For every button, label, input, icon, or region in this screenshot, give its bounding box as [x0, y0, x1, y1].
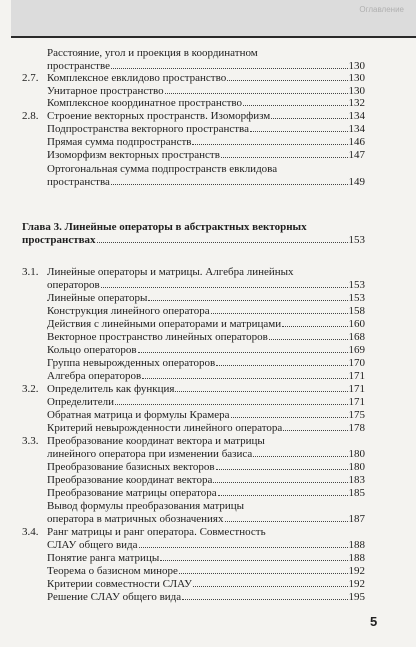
toc-entry[interactable] — [47, 331, 365, 343]
toc-entry-title: Конструкция линейного оператора — [47, 305, 210, 317]
leader-dots — [179, 573, 348, 574]
toc-chapter-entry[interactable] — [22, 234, 365, 246]
leader-dots — [115, 404, 348, 405]
toc-entry[interactable] — [47, 448, 365, 460]
section-number: 3.4. — [22, 526, 39, 538]
toc-page-number: 171 — [348, 383, 365, 395]
toc-entry-title: Линейные операторы — [47, 292, 148, 304]
toc-entry-title: Изоморфизм векторных пространств — [47, 149, 220, 161]
toc-entry-title: Вывод формулы преобразования матрицы — [47, 500, 245, 512]
toc-page-number: 132 — [348, 97, 365, 109]
leader-dots — [218, 495, 348, 496]
leader-dots — [160, 560, 347, 561]
toc-entry-title: Группа невырожденных операторов — [47, 357, 216, 369]
leader-dots — [101, 287, 348, 288]
toc-entry[interactable] — [47, 370, 365, 382]
toc-entry[interactable] — [47, 60, 365, 72]
toc-page-number: 185 — [348, 487, 365, 499]
toc-entry[interactable] — [47, 292, 365, 304]
leader-dots — [97, 242, 348, 243]
toc-entry[interactable] — [47, 176, 365, 188]
toc-page-number: 153 — [348, 292, 365, 304]
toc-entry[interactable] — [22, 383, 365, 395]
toc-entry-title: Определители — [47, 396, 114, 408]
toc-entry-title: Линейные операторы и матрицы. Алгебра линейных — [47, 266, 294, 278]
toc-entry[interactable] — [47, 279, 365, 291]
toc-entry-title: Обратная матрица и формулы Крамера — [47, 409, 230, 421]
toc-entry[interactable] — [47, 305, 365, 317]
toc-entry[interactable] — [47, 409, 365, 421]
leader-dots — [216, 469, 348, 470]
section-number: 3.3. — [22, 435, 39, 447]
toc-entry-title: Комплексное координатное пространство — [47, 97, 243, 109]
running-header — [11, 0, 416, 38]
toc-page-number: 178 — [348, 422, 365, 434]
toc-entry[interactable] — [47, 422, 365, 434]
chapter-title: пространствах — [22, 234, 96, 246]
toc-entry-title: Преобразование координат вектора — [47, 474, 213, 486]
section-number: 2.7. — [22, 72, 39, 84]
toc-entry[interactable] — [47, 123, 365, 135]
toc-page-number: 153 — [348, 279, 365, 291]
leader-dots — [111, 68, 348, 69]
toc-entry-title: Алгебра операторов — [47, 370, 142, 382]
toc-entry-title: оператора в матричных обозначениях — [47, 513, 224, 525]
toc-entry[interactable] — [47, 97, 365, 109]
leader-dots — [138, 352, 348, 353]
toc-page-number: 146 — [348, 136, 365, 148]
toc-page-number: 171 — [348, 396, 365, 408]
toc-entry[interactable] — [47, 396, 365, 408]
page-number: 5 — [370, 614, 378, 629]
toc-entry-title: Преобразование матрицы оператора — [47, 487, 217, 499]
toc-page-number: 158 — [348, 305, 365, 317]
leader-dots — [253, 456, 347, 457]
toc-entry-title: Подпространства векторного пространства — [47, 123, 249, 135]
leader-dots — [193, 586, 348, 587]
toc-page-number: 180 — [348, 448, 365, 460]
toc-entry[interactable] — [47, 149, 365, 161]
toc-page-number: 130 — [348, 85, 365, 97]
toc-entry[interactable] — [47, 85, 365, 97]
toc-entry[interactable] — [47, 136, 365, 148]
toc-entry[interactable] — [22, 110, 365, 122]
toc-entry-title: Действия с линейными операторами и матрицами — [47, 318, 282, 330]
toc-entry[interactable] — [47, 578, 365, 590]
toc-entry[interactable] — [47, 487, 365, 499]
leader-dots — [192, 144, 347, 145]
toc-page-number: 168 — [348, 331, 365, 343]
toc-page-number: 188 — [348, 552, 365, 564]
toc-entry-title: Понятие ранга матрицы — [47, 552, 160, 564]
toc-page-number: 169 — [348, 344, 365, 356]
toc-page-number: 192 — [348, 578, 365, 590]
toc-page-number: 195 — [348, 591, 365, 603]
leader-dots — [225, 521, 348, 522]
leader-dots — [282, 326, 347, 327]
toc-page-number: 153 — [348, 234, 365, 246]
toc-entry-title: Теорема о базисном миноре — [47, 565, 178, 577]
toc-entry-title: Ортогональная сумма подпространств евклидова — [47, 163, 278, 175]
leader-dots — [211, 313, 348, 314]
toc-page-number: 175 — [348, 409, 365, 421]
toc-entry-title: Преобразование координат вектора и матрицы — [47, 435, 265, 447]
toc-entry-title: Критерии совместности СЛАУ — [47, 578, 192, 590]
leader-dots — [283, 430, 347, 431]
running-title: Оглавление — [359, 5, 404, 14]
toc-entry-title: операторов — [47, 279, 100, 291]
leader-dots — [182, 599, 347, 600]
toc-page-number: 134 — [348, 110, 365, 122]
toc-entry-title: Решение СЛАУ общего вида — [47, 591, 182, 603]
toc-page-number: 134 — [348, 123, 365, 135]
toc-page-number: 192 — [348, 565, 365, 577]
toc-page-number: 130 — [348, 72, 365, 84]
toc-entry-title: СЛАУ общего вида — [47, 539, 138, 551]
leader-dots — [165, 93, 348, 94]
toc-entry[interactable] — [22, 72, 365, 84]
chapter-title: Глава 3. Линейные операторы в абстрактных векторных — [22, 221, 307, 233]
toc-entry[interactable] — [47, 513, 365, 525]
toc-page-number: 160 — [348, 318, 365, 330]
toc-entry-title: Комплексное евклидово пространство — [47, 72, 227, 84]
section-number: 2.8. — [22, 110, 39, 122]
leader-dots — [175, 391, 347, 392]
toc-page-number: 187 — [348, 513, 365, 525]
toc-page-number: 170 — [348, 357, 365, 369]
toc-entry-title: Прямая сумма подпространств — [47, 136, 192, 148]
toc-entry-title: Определитель как функция — [47, 383, 175, 395]
toc-entry-title: Преобразование базисных векторов — [47, 461, 215, 473]
toc-page-number: 147 — [348, 149, 365, 161]
leader-dots — [243, 105, 347, 106]
leader-dots — [231, 417, 348, 418]
leader-dots — [221, 157, 348, 158]
toc-entry-title: Унитарное пространство — [47, 85, 164, 97]
toc-entry-title: пространства — [47, 176, 110, 188]
section-number: 3.1. — [22, 266, 39, 278]
toc-entry[interactable] — [47, 552, 365, 564]
toc-entry-title: линейного оператора при изменении базиса — [47, 448, 253, 460]
leader-dots — [227, 80, 347, 81]
toc-entry[interactable] — [47, 461, 365, 473]
toc-entry-title: Векторное пространство линейных операторов — [47, 331, 268, 343]
leader-dots — [250, 131, 348, 132]
leader-dots — [148, 300, 347, 301]
toc-entry[interactable] — [47, 565, 365, 577]
toc-entry-title: Критерий невырожденности линейного оператора — [47, 422, 283, 434]
leader-dots — [269, 339, 348, 340]
toc-page-number: 188 — [348, 539, 365, 551]
leader-dots — [213, 482, 347, 483]
toc-entry-title: Строение векторных пространств. Изоморфизм — [47, 110, 271, 122]
leader-dots — [271, 118, 347, 119]
leader-dots — [216, 365, 347, 366]
toc-entry-title: Кольцо операторов — [47, 344, 137, 356]
section-number: 3.2. — [22, 383, 39, 395]
toc-entry[interactable] — [47, 318, 365, 330]
toc-page-number: 130 — [348, 60, 365, 72]
leader-dots — [142, 378, 347, 379]
toc-page-number: 180 — [348, 461, 365, 473]
leader-dots — [139, 547, 348, 548]
toc-entry-title: пространстве — [47, 60, 110, 72]
toc-entry-title: Ранг матрицы и ранг оператора. Совместность — [47, 526, 266, 538]
toc-page-number: 149 — [348, 176, 365, 188]
toc-entry[interactable] — [47, 357, 365, 369]
toc-entry[interactable] — [47, 474, 365, 486]
toc-entry-title: Расстояние, угол и проекция в координатном — [47, 47, 258, 59]
toc-page-number: 183 — [348, 474, 365, 486]
toc-entry[interactable] — [47, 539, 365, 551]
toc-entry[interactable] — [47, 591, 365, 603]
leader-dots — [111, 184, 348, 185]
toc-page-number: 171 — [348, 370, 365, 382]
toc-entry[interactable] — [47, 344, 365, 356]
